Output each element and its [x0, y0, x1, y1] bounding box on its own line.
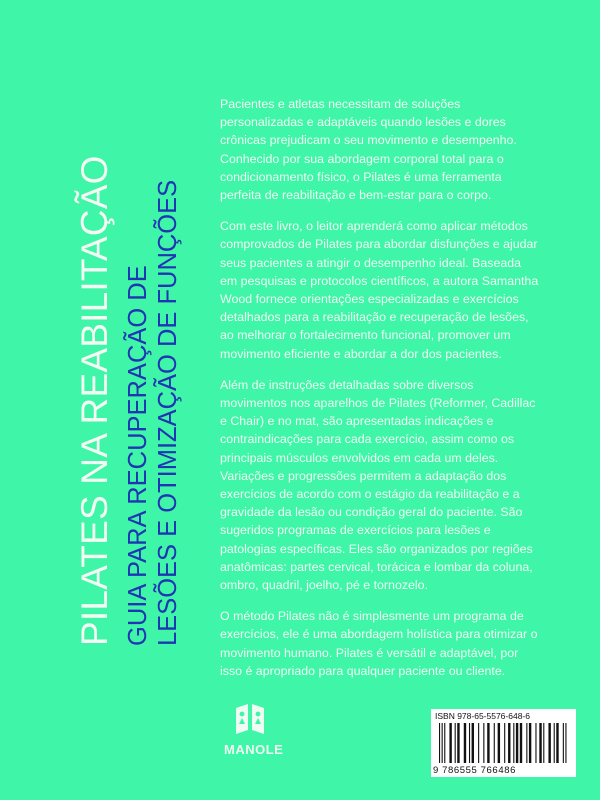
barcode-bar: [565, 723, 566, 763]
barcode-bar: [472, 723, 474, 763]
blurb-text: [220, 95, 540, 693]
publisher-logo: [224, 700, 284, 757]
barcode-bar: [442, 723, 443, 763]
barcode-bar: [508, 723, 510, 763]
rotated-title-group: [75, 86, 195, 646]
barcode-bar: [535, 723, 536, 763]
barcode-bar: [543, 723, 544, 763]
barcode-bar: [529, 723, 531, 763]
isbn-label: ISBN 978-65-5576-648-6: [435, 711, 530, 721]
barcode-bar: [449, 723, 451, 763]
barcode-bar: [548, 723, 550, 763]
blurb-paragraph-3: Além de instruções detalhadas sobre diversos movimentos nos aparelhos de Pilates (Reformer, Cadillac e Chair) e no mat, são apresentadas indicações e contraindicações para cada exercício, assim como os principais músculos envolvidos em cada um deles. Variações e progressões permitem a adaptação dos exercícios de acordo com o estágio da reabilitação e a gravidade da lesão ou condição geral do paciente. São sugeridos programas de exercícios para lesões e patologias específicas. Eles são organizados por regiões anatômicas: partes cervical, torácica e lombar da coluna, ombro, quadril, joelho, pé e tornozelo.: [220, 377, 536, 593]
blurb-paragraph-1: Pacientes e atletas necessitam de soluções personalizadas e adaptáveis quando lesões e dores crônicas prejudicam o seu movimento e desempenho. Conhecido por sua abordagem corporal total para o condicionamento físico, o Pilates é uma ferramenta perfeita de reabilitação e bem-estar para o corpo.: [220, 97, 517, 203]
barcode-bar: [539, 723, 541, 763]
barcode-bar: [554, 723, 555, 763]
barcode-bar: [494, 723, 495, 763]
manole-logo-icon: [230, 700, 270, 740]
barcode-bar: [504, 723, 505, 763]
barcode-bars: [439, 723, 568, 763]
subtitle-line-2: LESÕES E OTIMIZAÇÃO DE FUNÇÕES: [154, 179, 182, 646]
barcode-bar: [513, 723, 514, 763]
barcode-bar: [455, 723, 456, 763]
barcode-bar: [439, 723, 440, 763]
vertical-title-block: [75, 86, 195, 646]
blurb-paragraph-2: Com este livro, o leitor aprenderá como aplicar métodos comprovados de Pilates para abordar disfunções e ajudar seus pacientes a atingir o desempenho ideal. Baseada em pesquisas e protocolos científicos, a autora Samantha Wood fornece orientações especializadas e exercícios detalhados para a reabilitação e recuperação de lesões, ao melhorar o fortalecimento funcional, promover um movimento eficiente e abordar a dor dos pacientes.: [220, 219, 539, 361]
barcode-bar: [498, 723, 500, 763]
barcode-digits: 9 786555 766486: [433, 765, 516, 776]
barcode-bar: [487, 723, 489, 763]
barcode-bar: [444, 723, 445, 763]
barcode-bar: [483, 723, 484, 763]
book-subtitle: [123, 86, 183, 646]
subtitle-line-1: GUIA PARA RECUPERAÇÃO DE: [124, 265, 152, 646]
barcode-bar: [469, 723, 470, 763]
blurb-paragraph-4: O método Pilates não é simplesmente um programa de exercícios, ele é uma abordagem holística para otimizar o movimento humano. Pilates é versátil e adaptável, por isso é apropriado para qualquer paciente ou cliente.: [220, 609, 538, 678]
barcode-bar: [516, 723, 518, 763]
publisher-name: MANOLE: [224, 742, 284, 757]
barcode-bar: [464, 723, 466, 763]
book-title: PILATES NA REABILITAÇÃO: [74, 155, 115, 646]
barcode-bar: [563, 723, 564, 763]
barcode-bar: [478, 723, 479, 763]
barcode-bar: [520, 723, 522, 763]
barcode-bar: [556, 723, 558, 763]
isbn-barcode: [431, 709, 576, 777]
barcode-bar: [526, 723, 527, 763]
barcode-bar: [457, 723, 459, 763]
